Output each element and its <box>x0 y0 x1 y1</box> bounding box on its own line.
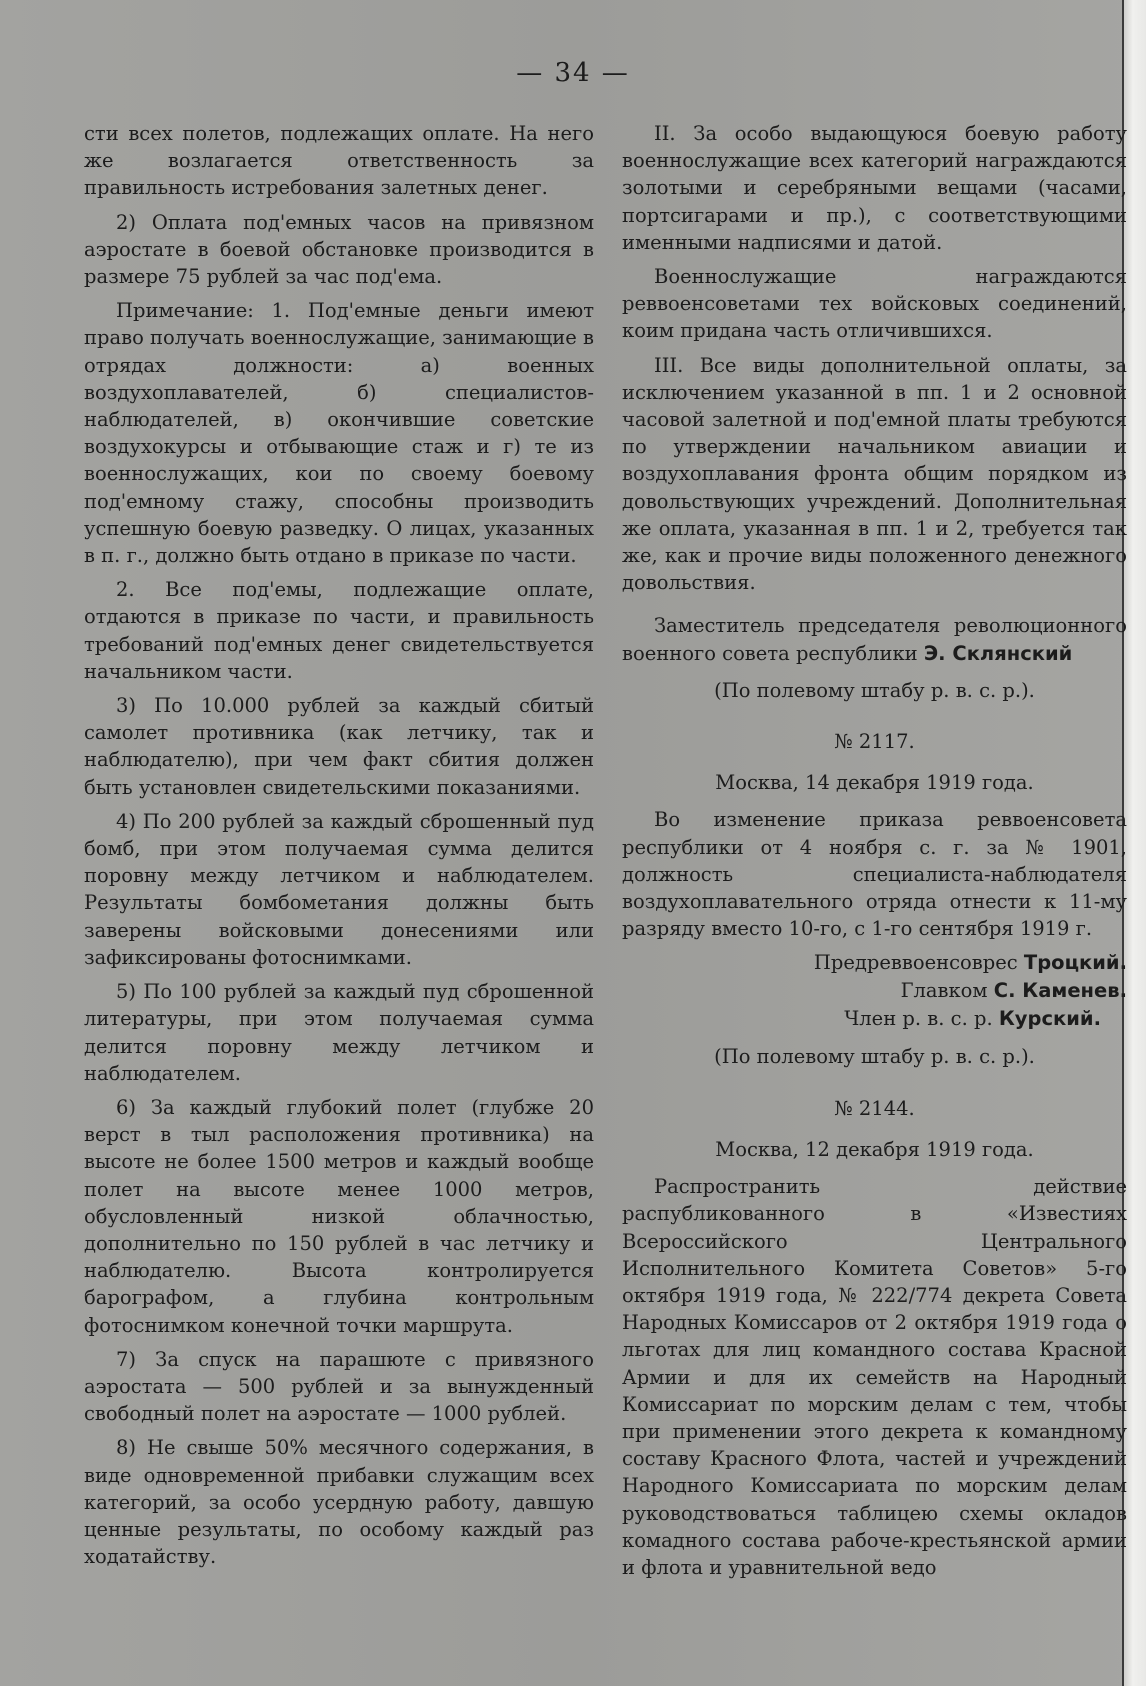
left-column <box>84 120 594 1577</box>
left-paragraph-8: 8) Не свыше 50% месячного содержания, в виде одновременной прибавки служащим всех категорий, за особо усердную работу, давшую ценные результаты, по особому каждый раз ходатайству. <box>84 1436 594 1569</box>
deputy-signature <box>622 612 1127 666</box>
order-2117-signatures <box>622 949 1127 1033</box>
right-column <box>622 120 1127 1588</box>
left-paragraph-6: 6) За каждый глубокий полет (глубже 20 верст в тыл расположения противника) на высоте не более 1500 метров и каждый вообще полет на высоте менее 1000 метров, обусловленный низкой облачностью, дополнительно по 150 рублей в час летчику и наблюдателю. Высота контролируется барографом, а глубина контрольным фотоснимком конечной точки маршрута. <box>84 1095 594 1337</box>
signature-title: Член р. в. с. р. <box>844 1007 993 1031</box>
order-2144-place-date: Москва, 12 декабря 1919 года. <box>715 1137 1034 1161</box>
signature-line-3 <box>622 1005 1127 1033</box>
order-2117-text: Во изменение приказа реввоенсовета республики от 4 ноября с. г. за № 1901, должность специалиста-наблюдателя воздухоплавательного отряда отнести к 11-му разряду вместо 10-го, с 1-го сентября 1919 г. <box>622 808 1127 941</box>
left-paragraph-2: 2) Оплата под'емных часов на привязном аэростате в боевой обстановке производится в размере 75 рублей за час под'ема. <box>84 210 594 289</box>
right-paragraph-1: II. За особо выдающуюся боевую работу военнослужащие всех категорий награждаются золотыми и серебряными вещами (часами, портсигарами и пр.), с соответствующими именными надписями и датой. <box>622 122 1127 254</box>
left-paragraph-7: 7) За спуск на парашюте с привязного аэростата — 500 рублей и за вынужденный свободный полет на аэростате — 1000 рублей. <box>84 1347 594 1426</box>
order-number-2144: № 2144. <box>834 1096 915 1120</box>
signature-title: Предреввоенсоврес <box>813 951 1018 975</box>
signature-name: С. Каменев. <box>993 979 1127 1003</box>
order-2144-text: Распространить действие распубликованного в «Известиях Всероссийского Центрального Исполнительного Комитета Советов» 5-го октября 1919 года, № 222/774 декрета Совета Народных Комиссаров от 2 октября 1919 года о льготах для лиц командного состава Красной Армии и для их семейств на Народный Комиссариат по морским делам с тем, чтобы при применении этого декрета к командному составу Красного Флота, частей и учреждений Народного Комиссариата по морским делам руководствоваться таблицею схемы окладов комадного состава рабоче-крестьянской армии и флота и уравнительной ведо <box>622 1175 1127 1579</box>
signature-name: Троцкий. <box>1023 951 1127 975</box>
left-paragraph-1: сти всех полетов, подлежащих оплате. На него же возлагается ответственность за правильность истребования залетных денег. <box>84 122 594 200</box>
left-note-2: 2. Все под'емы, подлежащие оплате, отдаются в приказе по части, и правильность требований под'емных денег свидетельствуется начальником части. <box>84 578 594 683</box>
deputy-text: Заместитель председателя революционного военного совета республики <box>622 614 1127 665</box>
deputy-name: Э. Склянский <box>923 641 1073 665</box>
staff-note-1: (По полевому штабу р. в. с. р.). <box>714 678 1035 702</box>
order-2117-place-date: Москва, 14 декабря 1919 года. <box>715 771 1034 795</box>
order-number-2117: № 2117. <box>834 730 915 754</box>
left-paragraph-3: 3) По 10.000 рублей за каждый сбитый самолет противника (как летчику, так и наблюдателю), при чем факт сбития должен быть установлен свидетельскими показаниями. <box>84 694 594 799</box>
signature-title: Главком <box>900 979 988 1003</box>
signature-line-1 <box>622 949 1127 977</box>
right-paragraph-2: Военнослужащие награждаются реввоенсоветами тех войсковых соединений, коим придана часть отличившихся. <box>622 265 1127 343</box>
staff-note-2: (По полевому штабу р. в. с. р.). <box>714 1045 1035 1069</box>
left-note-1: Примечание: 1. Под'емные деньги имеют право получать военнослужащие, занимающие в отрядах должности: а) военных воздухоплавателей, б) специалистов-наблюдателей, в) окончившие советские воздухокурсы и отбывающие стаж и г) те из военнослужащих, кои по своему боевому под'емному стажу, способны производить успешную боевую разведку. О лицах, указанных в п. г., должно быть отдано в приказе по части. <box>84 299 595 568</box>
page-number: — 34 — <box>516 58 630 88</box>
signature-name: Курский. <box>998 1007 1101 1031</box>
left-paragraph-4: 4) По 200 рублей за каждый сброшенный пуд бомб, при этом получаемая сумма делится поровну между летчиком и наблюдателем. Результаты бомбометания должны быть заверены войсковыми донесениями или зафиксированы фотоснимками. <box>84 809 594 969</box>
signature-line-2 <box>622 977 1127 1005</box>
right-paragraph-3: III. Все виды дополнительной оплаты, за исключением указанной в пп. 1 и 2 основной часовой залетной и под'емной платы требуются по утверждении начальником авиации и воздухоплавания фронта общим порядком из довольствующих учреждений. Дополнительная же оплата, указанная в пп. 1 и 2, требуется так же, как и прочие виды положенного денежного довольствия. <box>622 353 1127 595</box>
left-paragraph-5: 5) По 100 рублей за каждый пуд сброшенной литературы, при этом получаемая сумма делится поровну между летчиком и наблюдателем. <box>84 980 594 1085</box>
